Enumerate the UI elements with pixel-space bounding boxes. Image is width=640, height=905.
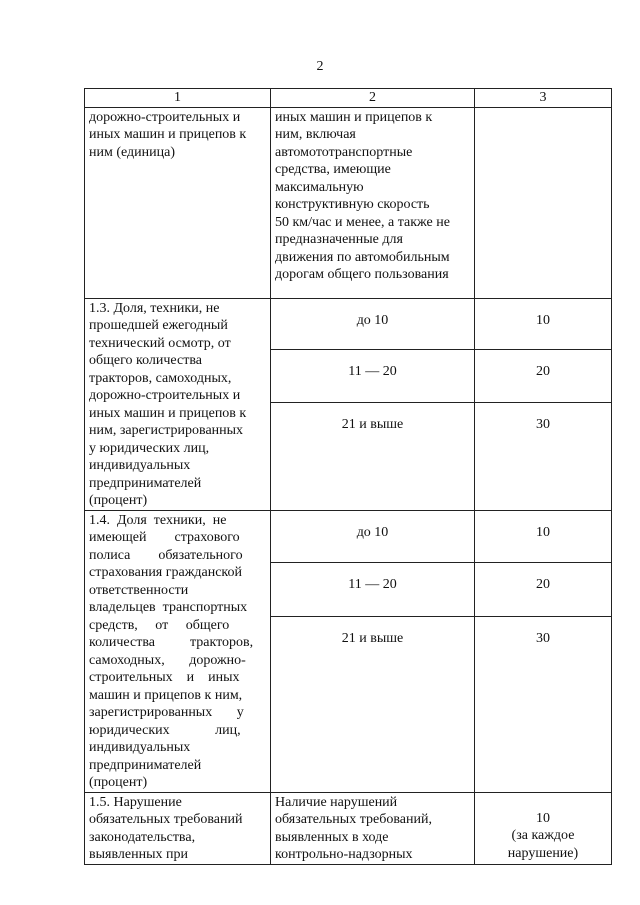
text-line: технический осмотр, от: [89, 335, 231, 351]
text-line: полиса обязательного: [89, 547, 243, 563]
text-line: имеющей страхового: [89, 530, 240, 545]
text-line: предпринимателей: [89, 757, 202, 773]
points-cell: 30: [475, 616, 612, 792]
text-line: дорогам общего пользования: [275, 267, 449, 282]
text-line: 50 км/час и менее, а также не: [275, 214, 450, 230]
table-row-1-3: [85, 298, 612, 350]
text-line: владельцев транспортных: [89, 600, 248, 615]
points-cell: 20: [475, 350, 612, 403]
text-line: индивидуальных: [89, 458, 191, 473]
points-cell: [475, 792, 612, 864]
condition-cell: [271, 792, 475, 864]
criteria-table: [84, 88, 612, 865]
text-line: ним, зарегистрированных: [89, 423, 244, 438]
text-line: выявленных в ходе: [275, 829, 389, 845]
range-cell: 11 — 20: [271, 350, 475, 403]
indicator-cell: [85, 792, 271, 864]
text-line: ним (единица): [89, 144, 176, 160]
header-col-3: 3: [475, 89, 612, 108]
text-line: страхования гражданской: [89, 565, 243, 580]
text-line: зарегистрированных у: [89, 705, 244, 720]
text-line: конструктивную скорость: [275, 197, 430, 212]
indicator-cell: [85, 510, 271, 792]
text-line: контрольно-надзорных: [275, 847, 413, 862]
text-line: (процент): [89, 775, 148, 790]
header-col-2: 2: [271, 89, 475, 108]
range-cell: до 10: [271, 510, 475, 563]
text-line: 1.3. Доля, техники, не: [89, 300, 220, 316]
page-number: 2: [316, 59, 324, 74]
text-line: предпринимателей: [89, 475, 202, 491]
table-row-1-4: [85, 510, 612, 563]
text-line: юридических лиц,: [89, 722, 241, 738]
text-line: индивидуальных: [89, 740, 191, 755]
text-line: иных машин и прицепов к: [89, 405, 247, 421]
points-cell: 20: [475, 563, 612, 617]
text-line: дорожно-строительных и: [89, 388, 241, 403]
points-cell: [475, 107, 612, 298]
points-cell: 30: [475, 402, 612, 510]
text-line: прошедшей ежегодный: [89, 318, 228, 333]
text-line: строительных и иных: [89, 670, 240, 685]
text-line: ним, включая: [275, 127, 356, 142]
text-line: законодательства,: [89, 829, 196, 845]
condition-cell: [271, 107, 475, 298]
text-line: движения по автомобильным: [275, 249, 450, 265]
range-cell: 21 и выше: [271, 616, 475, 792]
table-row-1-5: [85, 792, 612, 864]
text-line: иных машин и прицепов к: [275, 109, 433, 125]
range-cell: 21 и выше: [271, 402, 475, 510]
text-line: количества тракторов,: [89, 635, 254, 650]
text-line: 1.4. Доля техники, не: [89, 512, 227, 528]
text-line: самоходных, дорожно-: [89, 652, 246, 668]
text-line: иных машин и прицепов к: [89, 127, 247, 142]
text-line: обязательных требований: [89, 812, 243, 827]
text-line: (за каждое: [511, 828, 575, 843]
text-line: тракторов, самоходных,: [89, 370, 232, 386]
text-line: 10: [536, 810, 550, 826]
text-line: у юридических лиц,: [89, 440, 210, 456]
range-cell: 11 — 20: [271, 563, 475, 617]
text-line: ответственности: [89, 582, 189, 598]
text-line: 1.5. Нарушение: [89, 794, 182, 810]
text-line: Наличие нарушений: [275, 794, 398, 810]
indicator-cell: [85, 107, 271, 298]
text-line: предназначенные для: [275, 232, 403, 247]
text-line: средств, от общего: [89, 617, 230, 633]
text-line: автомототранспортные: [275, 144, 413, 160]
text-line: нарушение): [507, 845, 579, 861]
text-line: максимальную: [275, 179, 364, 195]
text-line: средства, имеющие: [275, 162, 391, 177]
table-row-continuation: [85, 107, 612, 298]
text-line: (процент): [89, 493, 148, 508]
header-col-1: 1: [85, 89, 271, 108]
points-cell: 10: [475, 298, 612, 350]
text-line: общего количества: [89, 353, 202, 368]
text-line: обязательных требований,: [275, 812, 432, 827]
text-line: дорожно-строительных и: [89, 109, 241, 125]
text-line: машин и прицепов к ним,: [89, 687, 243, 703]
text-line: выявленных при: [89, 847, 188, 862]
range-cell: до 10: [271, 298, 475, 350]
indicator-cell: [85, 298, 271, 510]
table-header-row: [85, 89, 612, 108]
points-cell: 10: [475, 510, 612, 563]
